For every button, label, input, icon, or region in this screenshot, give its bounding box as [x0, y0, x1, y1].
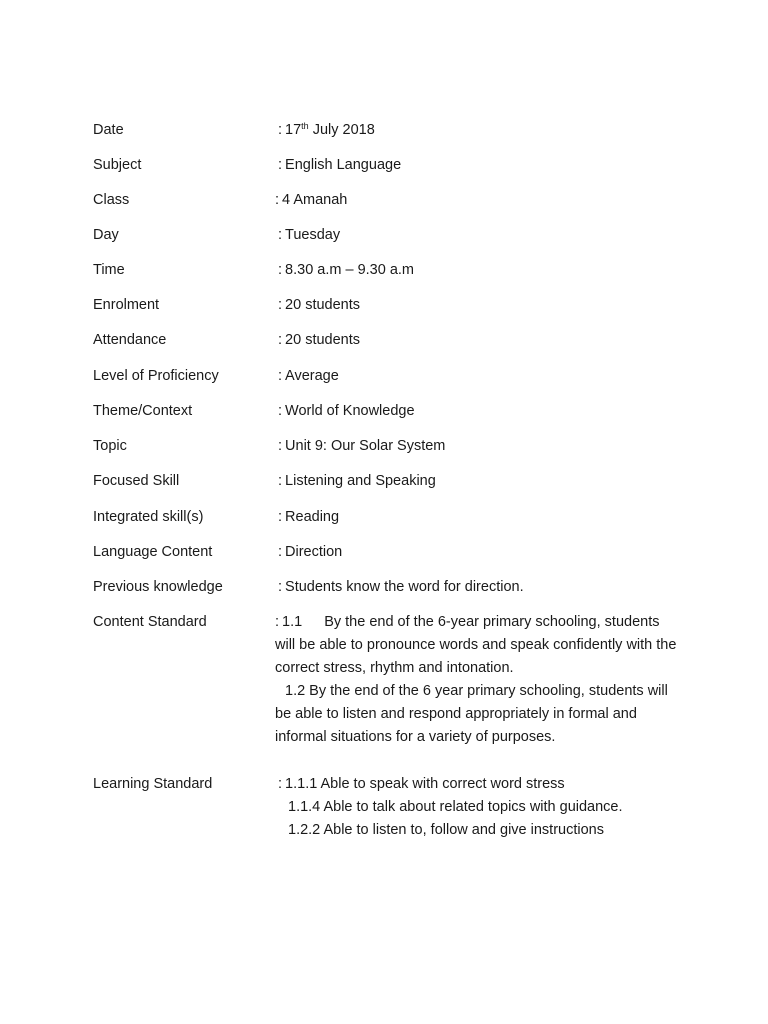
field-label: Language Content: [93, 544, 213, 560]
language-content-value: Direction: [285, 544, 343, 560]
content-standard-line: be able to listen and respond appropriately in formal and: [275, 706, 637, 722]
class-value: 4 Amanah: [282, 192, 348, 208]
integrated-skill-value: Reading: [285, 509, 340, 525]
field-label: Topic: [93, 438, 127, 454]
field-label: Focused Skill: [93, 473, 180, 489]
content-standard-number: 1.1: [282, 614, 303, 630]
field-value: [278, 506, 678, 529]
colon: :: [278, 122, 283, 138]
colon: :: [278, 438, 283, 454]
colon: :: [275, 614, 280, 630]
field-label: Learning Standard: [93, 776, 213, 792]
field-label: Class: [93, 192, 130, 208]
date-ordinal-suffix: th: [301, 121, 309, 131]
colon: :: [275, 192, 280, 208]
colon: :: [278, 332, 283, 348]
field-label: Day: [93, 227, 119, 243]
time-value: 8.30 a.m – 9.30 a.m: [285, 262, 414, 278]
field-label: Time: [93, 262, 125, 278]
colon: :: [278, 403, 283, 419]
learning-standard-block: [278, 773, 678, 842]
field-value: [278, 541, 678, 564]
colon: :: [278, 544, 283, 560]
colon: :: [278, 579, 283, 595]
proficiency-value: Average: [285, 368, 339, 384]
subject-value: English Language: [285, 157, 402, 173]
learning-standard-line: [278, 773, 678, 796]
field-value: [278, 400, 678, 423]
colon: :: [278, 262, 283, 278]
field-label: Integrated skill(s): [93, 509, 204, 525]
colon: :: [278, 509, 283, 525]
colon: :: [278, 227, 283, 243]
date-month-year: July 2018: [308, 122, 375, 138]
focused-skill-value: Listening and Speaking: [285, 473, 436, 489]
date-day: 17: [285, 122, 302, 138]
field-label: Attendance: [93, 332, 167, 348]
content-standard-text: By the end of the 6-year primary schooling, students: [324, 614, 660, 630]
colon: :: [278, 297, 283, 313]
field-value: [278, 224, 678, 247]
content-standard-line: 1.2 By the end of the 6 year primary schooling, students will: [285, 683, 668, 699]
field-value: [278, 435, 678, 458]
field-value: [278, 259, 678, 282]
enrolment-value: 20 students: [285, 297, 361, 313]
field-value: [278, 119, 678, 142]
attendance-value: 20 students: [285, 332, 361, 348]
content-standard-line: correct stress, rhythm and intonation.: [275, 660, 514, 676]
colon: :: [278, 473, 283, 489]
field-label: Subject: [93, 157, 142, 173]
colon: :: [278, 368, 283, 384]
topic-value: Unit 9: Our Solar System: [285, 438, 446, 454]
field-label: Content Standard: [93, 614, 207, 630]
field-label: Date: [93, 122, 124, 138]
content-standard-line: [275, 611, 675, 634]
learning-standard-text: 1.1.1 Able to speak with correct word stress: [285, 776, 565, 792]
field-value: [278, 329, 678, 352]
field-value: [278, 365, 678, 388]
field-label: Enrolment: [93, 297, 160, 313]
learning-standard-line: 1.1.4 Able to talk about related topics with guidance.: [288, 799, 623, 815]
day-value: Tuesday: [285, 227, 341, 243]
field-value: [278, 470, 678, 493]
field-label: Previous knowledge: [93, 579, 223, 595]
field-label: Theme/Context: [93, 403, 193, 419]
colon: :: [278, 157, 283, 173]
content-standard-block: [275, 611, 675, 749]
field-value: [278, 576, 678, 599]
content-standard-line: will be able to pronounce words and speak confidently with the: [275, 637, 677, 653]
learning-standard-line: 1.2.2 Able to listen to, follow and give instructions: [288, 822, 604, 838]
content-standard-line: informal situations for a variety of purposes.: [275, 729, 556, 745]
previous-knowledge-value: Students know the word for direction.: [285, 579, 524, 595]
theme-value: World of Knowledge: [285, 403, 415, 419]
field-value: [278, 154, 678, 177]
field-value: [278, 294, 678, 317]
field-label: Level of Proficiency: [93, 368, 219, 384]
field-value: [275, 189, 675, 212]
colon: :: [278, 776, 283, 792]
